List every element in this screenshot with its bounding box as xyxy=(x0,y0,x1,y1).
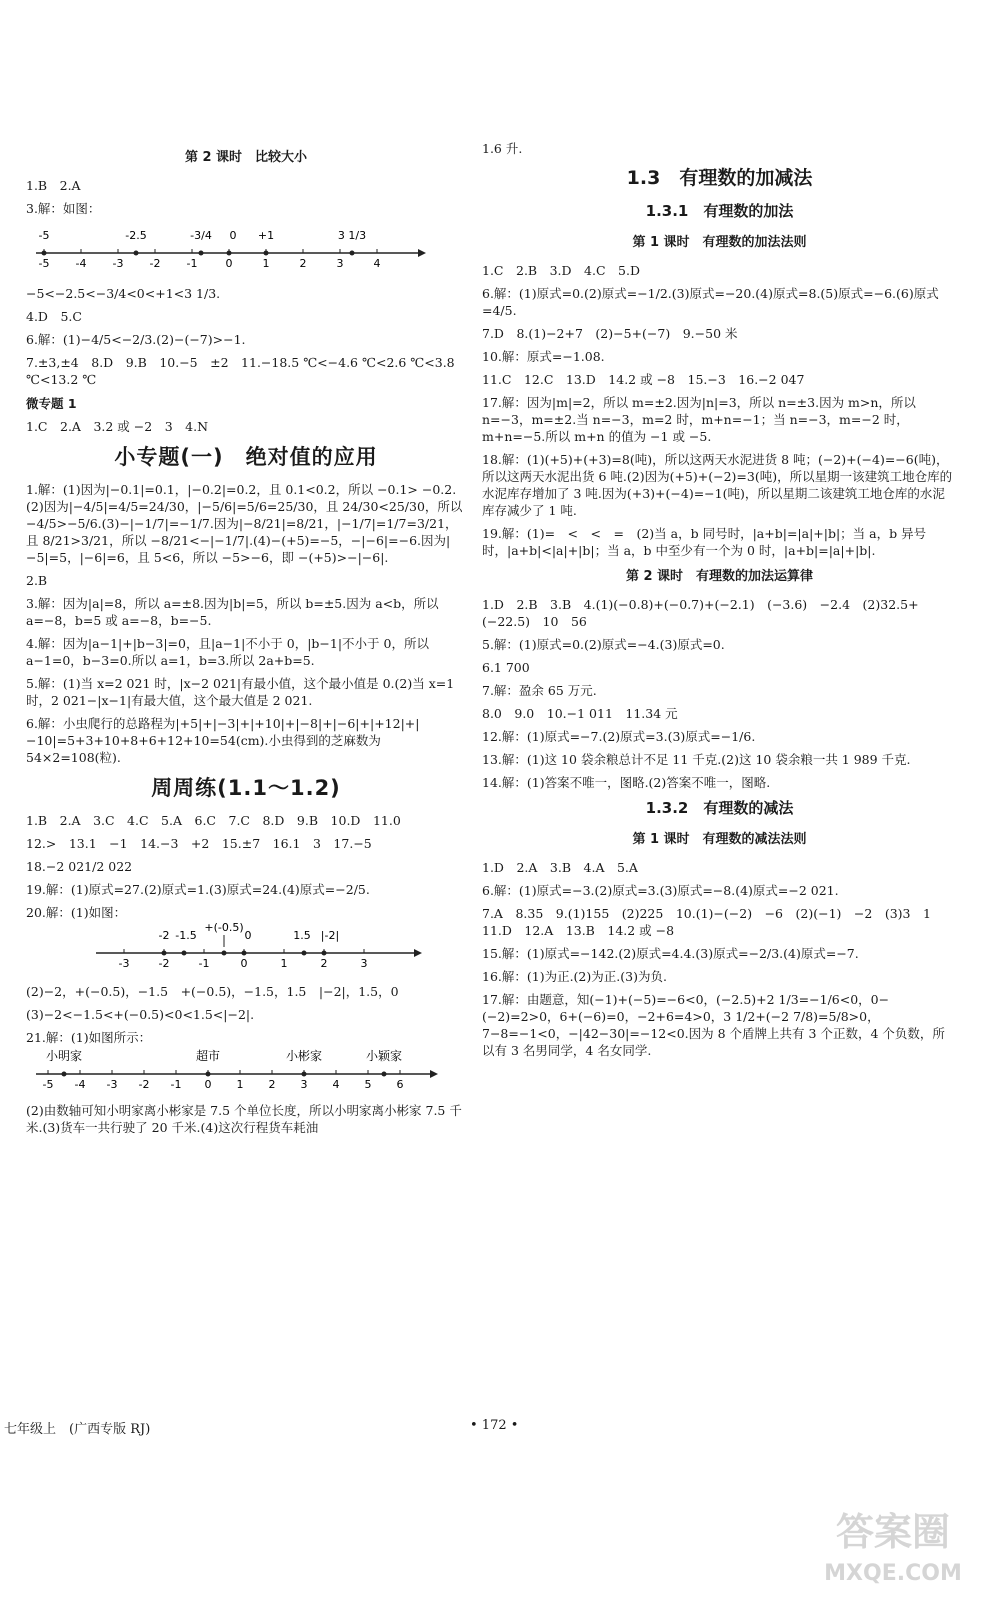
topic-title: 小专题(一) 绝对值的应用 xyxy=(114,445,378,469)
tick xyxy=(171,1070,182,1091)
answer-line: 7.D 8.(1)−2+7 (2)−5+(−7) 9.−50 米 xyxy=(482,326,738,341)
answer-line: 1.C 2.A 3.2 或 −2 3 4.N xyxy=(26,419,209,434)
svg-text:2: 2 xyxy=(268,1078,276,1091)
number-line-diagram xyxy=(26,219,446,281)
svg-text:答案圈: 答案圈 xyxy=(835,1510,951,1554)
weekly-practice-title: 周周练(1.1～1.2) xyxy=(151,776,341,800)
answer-line: 5.解：(1)原式=0.(2)原式=−4.(3)原式=0. xyxy=(482,637,725,652)
svg-text:-1: -1 xyxy=(198,957,210,970)
answer-line: 16.解：(1)为正.(2)为正.(3)为负. xyxy=(482,969,667,984)
tick xyxy=(374,249,381,270)
tick xyxy=(43,1070,54,1091)
answer-line: 4.D 5.C xyxy=(26,309,82,324)
svg-text:-5: -5 xyxy=(38,229,50,242)
svg-text:1: 1 xyxy=(262,257,270,270)
micro-topic-title: 微专题 1 xyxy=(26,396,77,411)
svg-text:0: 0 xyxy=(229,229,237,242)
svg-text:0: 0 xyxy=(240,957,248,970)
lesson-title: 第 2 课时 有理数的加法运算律 xyxy=(625,569,814,584)
answer-line: 7.解：盈余 65 万元. xyxy=(482,683,597,698)
right-column xyxy=(482,140,957,1065)
answer-line: 6.1 700 xyxy=(482,660,530,675)
svg-text:4: 4 xyxy=(373,257,381,270)
lesson-title: 第 1 课时 有理数的加法法则 xyxy=(632,235,807,250)
svg-text:4: 4 xyxy=(332,1078,340,1091)
answer-line: 7.±3,±4 8.D 9.B 10.−5 ±2 11.−18.5 ℃<−4.6 ℃<2.6 ℃<3.8 ℃<13.2 ℃ xyxy=(26,355,455,387)
place-marker xyxy=(196,1048,220,1077)
tick xyxy=(365,1070,372,1091)
svg-text:小彬家: 小彬家 xyxy=(285,1049,323,1063)
place-marker xyxy=(366,1048,402,1077)
tick xyxy=(397,1070,404,1091)
number-line-diagram xyxy=(26,923,446,979)
tick xyxy=(269,1070,276,1091)
svg-text:3: 3 xyxy=(336,257,344,270)
marked-point xyxy=(175,929,196,956)
answer-line: 1.D 2.B 3.B 4.(1)(−0.8)+(−0.7)+(−2.1) (−3.6) −2.4 (2)32.5+(−22.5) 10 56 xyxy=(482,597,919,629)
svg-text:-2: -2 xyxy=(149,257,161,270)
svg-text:1: 1 xyxy=(236,1078,244,1091)
marked-point xyxy=(125,229,146,256)
tick xyxy=(199,949,210,970)
answer-line: −5<−2.5<−3/4<0<+1<3 1/3. xyxy=(26,286,221,301)
svg-text:小颖家: 小颖家 xyxy=(365,1049,403,1063)
marked-point xyxy=(39,229,50,256)
marked-point xyxy=(293,929,311,956)
answer-line: 6.解：(1)−4/5<−2/3.(2)−(−7)>−1. xyxy=(26,332,246,347)
answer-line: 19.解：(1)= < < = (2)当 a，b 同号时，|a+b|=|a|+|b|；当 a，b 异号时，|a+b|<|a|+|b|；当 a，b 中至少有一个为 0 时，|a+b|=|a|+|b|. xyxy=(482,526,927,558)
svg-text:1.5: 1.5 xyxy=(293,929,311,942)
svg-text:超市: 超市 xyxy=(195,1049,221,1063)
svg-text:-2: -2 xyxy=(158,929,170,942)
answer-line: 11.C 12.C 13.D 14.2 或 −8 15.−3 16.−2 047 xyxy=(482,372,805,387)
svg-text:|-2|: |-2| xyxy=(320,929,340,942)
svg-text:-3: -3 xyxy=(118,957,130,970)
svg-text:2: 2 xyxy=(320,957,328,970)
subsection-title: 1.3.2 有理数的减法 xyxy=(645,799,794,817)
answer-line: 3.解：因为|a|=8，所以 a=±8.因为|b|=5，所以 b=±5.因为 a<b，所以 a=−8，b=5 或 a=−8，b=−5. xyxy=(26,596,439,628)
marked-point xyxy=(258,229,274,256)
lesson-title: 第 1 课时 有理数的减法法则 xyxy=(632,832,807,847)
svg-text:0: 0 xyxy=(225,257,233,270)
svg-text:-2: -2 xyxy=(158,957,170,970)
svg-text:5: 5 xyxy=(364,1078,372,1091)
svg-text:小明家: 小明家 xyxy=(45,1049,83,1063)
answer-line: 15.解：(1)原式=−142.(2)原式=4.4.(3)原式=−2/3.(4)原式=−7. xyxy=(482,946,859,961)
svg-text:-2: -2 xyxy=(138,1078,150,1091)
answer-line: 1.C 2.B 3.D 4.C 5.D xyxy=(482,263,640,278)
place-marker xyxy=(286,1048,322,1077)
marked-point xyxy=(204,923,243,956)
answer-line: 1.6 升. xyxy=(482,141,523,156)
answer-line: 1.B 2.A xyxy=(26,178,81,193)
answer-line: 3.解：如图： xyxy=(26,201,101,216)
page-number: • 172 • xyxy=(470,1418,519,1433)
answer-line: 18.解：(1)(+5)+(+3)=8(吨)，所以这两天水泥进货 8 吨；(−2)+(−4)=−6(吨)，所以这两天水泥出货 6 吨.(2)因为(+5)+(−2)=3(吨)，所以星期一该建筑工地仓库的水泥库存增加了 3 吨.因为(+3)+(−4)=−1(吨)，所以星期二该建筑工地仓库的水泥库存减少了 1 吨. xyxy=(482,452,953,518)
answer-line: (2)由数轴可知小明家离小彬家是 7.5 个单位长度，所以小明家离小彬家 7.5 千米.(3)货车一共行驶了 20 千米.(4)这次行程货车耗油 xyxy=(26,1103,462,1135)
svg-text:+(-0.5): +(-0.5) xyxy=(204,923,244,934)
tick xyxy=(76,249,87,270)
svg-text:-5: -5 xyxy=(42,1078,54,1091)
answer-line: 1.D 2.A 3.B 4.A 5.A xyxy=(482,860,638,875)
answer-line: 19.解：(1)原式=27.(2)原式=1.(3)原式=24.(4)原式=−2/5. xyxy=(26,882,370,897)
tick xyxy=(333,1070,340,1091)
answer-line: 17.解：因为|m|=2，所以 m=±2.因为|n|=3，所以 n=±3.因为 m>n，所以 n=−3，m=±2.当 n=−3，m=2 时，m+n=−1；当 n=−3，m=−2 时，m+n=−5.所以 m+n 的值为 −1 或 −5. xyxy=(482,395,916,444)
svg-text:-4: -4 xyxy=(75,257,87,270)
edition-label: 七年级上 (广西专版 RJ) xyxy=(4,1422,151,1437)
svg-text:-3: -3 xyxy=(106,1078,118,1091)
svg-text:MXQE.COM: MXQE.COM xyxy=(824,1561,962,1586)
tick xyxy=(237,1070,244,1091)
marked-point xyxy=(159,929,170,956)
answer-line: 12.解：(1)原式=−7.(2)原式=3.(3)原式=−1/6. xyxy=(482,729,756,744)
section-title: 1.3 有理数的加减法 xyxy=(626,167,813,189)
svg-text:-1.5: -1.5 xyxy=(175,929,197,942)
svg-text:3 1/3: 3 1/3 xyxy=(337,229,367,242)
svg-text:3: 3 xyxy=(300,1078,308,1091)
tick xyxy=(139,1070,150,1091)
answer-line: 14.解：(1)答案不唯一，图略.(2)答案不唯一，图略. xyxy=(482,775,771,790)
answer-line: 8.0 9.0 10.−1 011 11.34 元 xyxy=(482,706,678,721)
answer-line: 18.−2 021/2 022 xyxy=(26,859,133,874)
tick xyxy=(75,1070,86,1091)
answer-line: 6.解：(1)原式=−3.(2)原式=3.(3)原式=−8.(4)原式=−2 021. xyxy=(482,883,839,898)
tick xyxy=(337,249,344,270)
svg-text:-2.5: -2.5 xyxy=(125,229,147,242)
answer-line: 21.解：(1)如图所示： xyxy=(26,1030,152,1045)
subsection-title: 1.3.1 有理数的加法 xyxy=(645,202,794,220)
tick xyxy=(113,249,124,270)
marked-point xyxy=(227,229,237,256)
svg-text:0: 0 xyxy=(244,929,252,942)
tick xyxy=(107,1070,118,1091)
svg-text:-3/4: -3/4 xyxy=(190,229,212,242)
answer-line: 17.解：由题意，知(−1)+(−5)=−6<0，(−2.5)+2 1/3=−1/6<0，0−(−2)=2>0，6+(−6)=0，−2+6=4>0，3 1/2+(−2 7/8)=5/8>0，7−8=−1<0，−|42−30|=−12<0.因为 8 个盾牌上共有 3 个正数，4 个负数，所以有 3 名男同学，4 名女同学. xyxy=(482,992,945,1058)
svg-text:+1: +1 xyxy=(257,229,275,242)
answer-line: 1.解：(1)因为|−0.1|=0.1，|−0.2|=0.2，且 0.1<0.2，所以 −0.1> −0.2.(2)因为|−4/5|=4/5=24/30，|−5/6|=5/6=25/30，且 24/30<25/30，所以 −4/5>−5/6.(3)−|−1/7|=−1/7.因为|−8/21|=8/21，|−1/7|=1/7=3/21，且 8/21>3/21，所以 −8/21<−|−1/7|.(4)−(+5)=−5，−|−6|=−6.因为|−5|=5，|−6|=6，且 5<6，所以 −5>−6，即 −(+5)>−|−6|. xyxy=(26,482,463,565)
tick xyxy=(150,249,161,270)
answer-line: 6.解：(1)原式=0.(2)原式=−1/2.(3)原式=−20.(4)原式=8.(5)原式=−6.(6)原式=4/5. xyxy=(482,286,939,318)
answer-line: 6.解：小虫爬行的总路程为|+5|+|−3|+|+10|+|−8|+|−6|+|+12|+|−10|=5+3+10+8+6+12+10=54(cm).小虫得到的芝麻数为 54×2=108(粒). xyxy=(26,716,420,765)
tick xyxy=(187,249,198,270)
answer-line: (2)−2，+(−0.5)，−1.5 +(−0.5)，−1.5，1.5 |−2|，1.5，0 xyxy=(26,984,399,999)
svg-text:-4: -4 xyxy=(74,1078,86,1091)
answer-line: 5.解：(1)当 x=2 021 时，|x−2 021|有最小值，这个最小值是 0.(2)当 x=1 时，2 021−|x−1|有最大值，这个最大值是 2 021. xyxy=(26,676,455,708)
answer-line: 10.解：原式=−1.08. xyxy=(482,349,605,364)
answer-line: (3)−2<−1.5<+(−0.5)<0<1.5<|−2|. xyxy=(26,1007,255,1022)
number-line-diagram xyxy=(26,1048,446,1098)
svg-text:-3: -3 xyxy=(112,257,124,270)
answer-line: 13.解：(1)这 10 袋余粮总计不足 11 千克.(2)这 10 袋余粮一共 1 989 千克. xyxy=(482,752,911,767)
place-marker xyxy=(46,1048,82,1077)
lesson-title: 第 2 课时 比较大小 xyxy=(184,150,308,165)
svg-text:-1: -1 xyxy=(186,257,198,270)
svg-text:0: 0 xyxy=(204,1078,212,1091)
svg-text:-1: -1 xyxy=(170,1078,182,1091)
tick xyxy=(119,949,130,970)
svg-text:3: 3 xyxy=(360,957,368,970)
answer-line: 1.B 2.A 3.C 4.C 5.A 6.C 7.C 8.D 9.B 10.D 11.0 xyxy=(26,813,401,828)
answer-line: 4.解：因为|a−1|+|b−3|=0，且|a−1|不小于 0，|b−1|不小于 0，所以 a−1=0，b−3=0.所以 a=1，b=3.所以 2a+b=5. xyxy=(26,636,429,668)
answer-line: 7.A 8.35 9.(1)155 (2)225 10.(1)−(−2) −6 (2)(−1) −2 (3)3 1 11.D 12.A 13.B 14.2 或 −8 xyxy=(482,906,944,938)
tick xyxy=(300,249,307,270)
answer-line: 12.> 13.1 −1 14.−3 +2 15.±7 16.1 3 17.−5 xyxy=(26,836,372,851)
watermark-logo xyxy=(808,1500,978,1590)
svg-text:1: 1 xyxy=(280,957,288,970)
left-column xyxy=(26,140,466,1142)
svg-text:6: 6 xyxy=(396,1078,404,1091)
marked-point xyxy=(190,229,212,256)
tick xyxy=(281,949,288,970)
svg-text:2: 2 xyxy=(299,257,307,270)
answer-line: 20.解：(1)如图： xyxy=(26,905,127,920)
marked-point xyxy=(321,929,339,956)
svg-text:-5: -5 xyxy=(38,257,50,270)
marked-point xyxy=(338,229,366,256)
answer-line: 2.B xyxy=(26,573,48,588)
tick xyxy=(361,949,368,970)
